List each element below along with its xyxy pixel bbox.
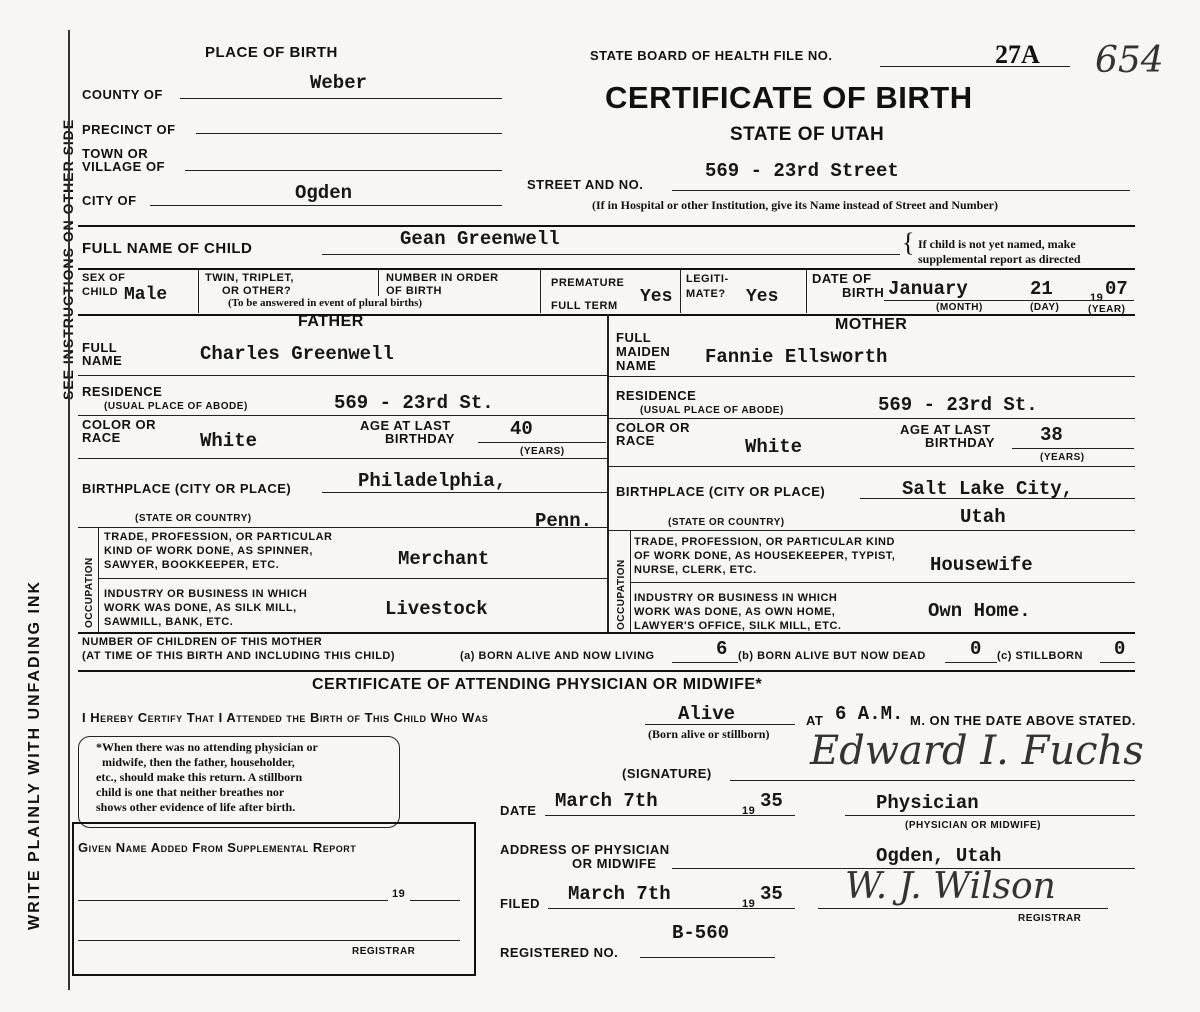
divider-sex [198, 268, 199, 313]
address-value: Ogden, Utah [876, 845, 1002, 867]
full-term-value: Yes [640, 287, 673, 307]
father-race-line [78, 458, 607, 459]
attending-date-label: DATE [500, 803, 537, 818]
attending-date-text: M. ON THE DATE ABOVE STATED. [910, 713, 1136, 728]
children-stillborn-value: 0 [1114, 638, 1126, 660]
full-term-label: FULL TERM [551, 300, 618, 312]
file-no-value: 27A [995, 40, 1040, 69]
city-value: Ogden [295, 182, 353, 204]
attending-role-caption: (PHYSICIAN OR MIDWIFE) [905, 820, 1041, 831]
mother-birthplace-line [860, 498, 1135, 499]
father-age-line [478, 442, 606, 443]
attending-note-2: midwife, then the father, householder, [102, 755, 295, 769]
mother-industry-label-3: LAWYER'S OFFICE, SILK MILL, ETC. [634, 620, 842, 632]
father-heading: FATHER [298, 313, 364, 330]
father-industry-label-3: SAWMILL, BANK, ETC. [104, 616, 234, 628]
father-trade-label-2: KIND OF WORK DONE, AS SPINNER, [104, 545, 313, 557]
unnamed-note-2: supplemental report as directed [918, 252, 1081, 266]
father-trade-line [98, 578, 607, 579]
father-birthplace-label: BIRTHPLACE (CITY OR PLACE) [82, 481, 292, 496]
mother-residence-label: RESIDENCE [616, 388, 697, 403]
margin-write-plainly-text: WRITE PLAINLY WITH UNFADING INK [26, 580, 43, 930]
attending-date-line [545, 815, 795, 816]
supplemental-registrar-line [78, 940, 460, 941]
mother-residence-caption: (USUAL PLACE OF ABODE) [640, 405, 784, 416]
city-label: CITY OF [82, 193, 137, 208]
mother-residence-line [607, 418, 1135, 419]
supplemental-name-line [78, 900, 388, 901]
precinct-line [196, 133, 502, 134]
mother-state-caption: (STATE OR COUNTRY) [668, 517, 785, 528]
father-birthplace-city: Philadelphia, [358, 470, 507, 492]
order-label-2: OF BIRTH [386, 285, 442, 297]
attending-date-year: 35 [760, 790, 783, 812]
mother-occupation-vertical: OCCUPATION [616, 559, 627, 630]
mother-birthplace-state: Utah [960, 506, 1006, 528]
father-residence-value: 569 - 23rd St. [334, 392, 494, 414]
mother-industry-value: Own Home. [928, 600, 1031, 622]
children-dead-line [945, 662, 997, 663]
mother-industry-label-1: INDUSTRY OR BUSINESS IN WHICH [634, 592, 838, 604]
supplemental-year-prefix: 19 [392, 888, 406, 900]
street-line [672, 190, 1130, 191]
father-trade-label-3: SAWYER, BOOKKEEPER, ETC. [104, 559, 280, 571]
child-name-value: Gean Greenwell [400, 228, 560, 250]
mother-name-label-1: FULL [616, 330, 652, 345]
county-label: COUNTY OF [82, 87, 163, 102]
margin-instructions-text: SEE INSTRUCTIONS ON OTHER SIDE [60, 118, 76, 400]
father-name-label-1: FULL [82, 340, 118, 355]
dob-label-2: BIRTH [842, 285, 885, 300]
attending-date-century: 19 [742, 805, 756, 817]
mother-occupation-divider [630, 530, 631, 632]
legitimate-label-2: MATE? [686, 288, 726, 300]
father-name-line [78, 375, 607, 376]
father-residence-line [78, 415, 607, 416]
children-alive-value: 6 [716, 638, 728, 660]
father-industry-value: Livestock [385, 598, 488, 620]
attending-note-5: shows other evidence of life after birth. [96, 800, 296, 814]
registered-no-value: B-560 [672, 922, 730, 944]
attending-certify-text: I Hereby Certify That I Attended the Birth of This Child Who Was [82, 710, 489, 725]
physician-signature: Edward I. Fuchs [810, 728, 1144, 774]
unnamed-note-1: If child is not yet named, make [918, 237, 1076, 251]
twin-label-1: TWIN, TRIPLET, [205, 272, 294, 284]
dob-label-1: DATE OF [812, 271, 872, 286]
filed-line [548, 908, 795, 909]
dob-day-caption: (DAY) [1030, 302, 1060, 313]
father-race-label-1: COLOR OR [82, 417, 157, 432]
divider-legit [806, 268, 807, 313]
registrar-signature: W. J. Wilson [845, 866, 1056, 907]
place-of-birth-heading: PLACE OF BIRTH [205, 44, 338, 61]
dob-year: 07 [1105, 278, 1128, 300]
street-note: (If in Hospital or other Institution, give its Name instead of Street and Number) [592, 198, 998, 212]
divider-order [540, 268, 541, 313]
children-stillborn-label: (c) STILLBORN [997, 650, 1083, 662]
father-state-line [78, 527, 607, 528]
mother-age-value: 38 [1040, 424, 1063, 446]
dob-day: 21 [1030, 278, 1053, 300]
father-birthplace-state: Penn. [535, 510, 593, 532]
signature-line [730, 780, 1135, 781]
dob-century: 19 [1090, 292, 1104, 304]
attending-time-value: 6 A.M. [835, 703, 904, 725]
street-value: 569 - 23rd Street [705, 160, 899, 182]
father-industry-label-1: INDUSTRY OR BUSINESS IN WHICH [104, 588, 308, 600]
mother-trade-value: Housewife [930, 554, 1033, 576]
children-dead-label: (b) BORN ALIVE BUT NOW DEAD [738, 650, 926, 662]
divider-children-bottom [78, 670, 1135, 672]
father-name-label-2: NAME [82, 353, 123, 368]
state-title: STATE OF UTAH [730, 124, 885, 145]
divider-children-top [78, 632, 1135, 634]
registrar-line [818, 908, 1108, 909]
town-label-2: VILLAGE OF [82, 159, 165, 174]
town-line [185, 170, 502, 171]
divider-child-row-top [78, 268, 1135, 270]
file-no-line [880, 66, 1070, 67]
filed-date-value: March 7th [568, 883, 671, 905]
attending-date-value: March 7th [555, 790, 658, 812]
registered-no-label: REGISTERED NO. [500, 945, 619, 960]
town-label-1: TOWN OR [82, 146, 149, 161]
child-name-line [322, 254, 900, 255]
dob-line [884, 300, 1134, 301]
attending-note-4: child is one that neither breathes nor [96, 785, 285, 799]
mother-birthplace-label: BIRTHPLACE (CITY OR PLACE) [616, 484, 826, 499]
attending-status-value: Alive [678, 703, 736, 725]
premature-label: PREMATURE [551, 277, 625, 289]
attending-status-caption: (Born alive or stillborn) [648, 727, 770, 741]
mother-residence-value: 569 - 23rd St. [878, 394, 1038, 416]
sex-label-1: SEX OF [82, 272, 126, 284]
mother-name-line [607, 376, 1135, 377]
father-years-caption: (YEARS) [520, 446, 565, 457]
address-label-2: OR MIDWIFE [572, 856, 657, 871]
mother-birthplace-city: Salt Lake City, [902, 478, 1074, 500]
father-residence-caption: (USUAL PLACE OF ABODE) [104, 401, 248, 412]
sex-value: Male [124, 285, 168, 305]
dob-month-caption: (MONTH) [936, 302, 983, 313]
father-race-label-2: RACE [82, 430, 121, 445]
mother-age-label-1: AGE AT LAST [900, 422, 991, 437]
twin-note: (To be answered in event of plural births) [228, 297, 423, 309]
divider-term [680, 268, 681, 313]
note-brace: { [902, 228, 915, 257]
registered-no-line [640, 957, 775, 958]
father-trade-label-1: TRADE, PROFESSION, OR PARTICULAR [104, 531, 333, 543]
legitimate-label-1: LEGITI- [686, 273, 729, 285]
attending-role-value: Physician [876, 792, 979, 814]
precinct-label: PRECINCT OF [82, 122, 176, 137]
signature-label: (SIGNATURE) [622, 766, 712, 781]
father-age-label-1: AGE AT LAST [360, 418, 451, 433]
supplemental-registrar-caption: REGISTRAR [352, 946, 416, 957]
father-occupation-vertical: OCCUPATION [84, 557, 95, 628]
supplemental-heading: Given Name Added From Supplemental Report [78, 840, 357, 855]
father-trade-value: Merchant [398, 548, 490, 570]
father-age-label-2: BIRTHDAY [385, 431, 455, 446]
mother-race-value: White [745, 436, 803, 458]
mother-race-label-1: COLOR OR [616, 420, 691, 435]
mother-trade-label-3: NURSE, CLERK, ETC. [634, 564, 757, 576]
order-label-1: NUMBER IN ORDER [386, 272, 499, 284]
father-occupation-divider [98, 527, 99, 632]
mother-industry-label-2: WORK WAS DONE, AS OWN HOME, [634, 606, 836, 618]
dob-year-caption: (YEAR) [1088, 304, 1126, 315]
children-stillborn-line [1100, 662, 1135, 663]
father-age-value: 40 [510, 418, 533, 440]
attending-note-1: *When there was no attending physician or [96, 740, 318, 754]
county-line [180, 98, 502, 99]
mother-years-caption: (YEARS) [1040, 452, 1085, 463]
father-race-value: White [200, 430, 258, 452]
father-residence-label: RESIDENCE [82, 384, 163, 399]
father-name-value: Charles Greenwell [200, 343, 394, 365]
mother-name-label-2: MAIDEN [616, 344, 671, 359]
mother-trade-label-2: OF WORK DONE, AS HOUSEKEEPER, TYPIST, [634, 550, 896, 562]
father-birthplace-line [322, 492, 607, 493]
mother-age-line [1012, 448, 1134, 449]
address-label-1: ADDRESS OF PHYSICIAN [500, 842, 670, 857]
father-state-caption: (STATE OR COUNTRY) [135, 513, 252, 524]
attending-heading: CERTIFICATE OF ATTENDING PHYSICIAN OR MIDWIFE* [312, 676, 763, 693]
registrar-caption: REGISTRAR [1018, 913, 1082, 924]
mother-age-label-2: BIRTHDAY [925, 435, 995, 450]
child-name-label: FULL NAME OF CHILD [82, 240, 253, 257]
father-industry-label-2: WORK WAS DONE, AS SILK MILL, [104, 602, 297, 614]
parents-center-divider [607, 314, 609, 632]
certificate-title: CERTIFICATE OF BIRTH [605, 80, 973, 115]
attending-at-label: AT [806, 713, 824, 728]
children-dead-value: 0 [970, 638, 982, 660]
margin-border [68, 30, 70, 990]
attending-note-3: etc., should make this return. A stillborn [96, 770, 303, 784]
mother-name-label-3: NAME [616, 358, 657, 373]
city-line [150, 205, 502, 206]
street-label: STREET AND NO. [527, 177, 644, 192]
attending-role-line [845, 815, 1135, 816]
legitimate-value: Yes [746, 287, 779, 307]
sex-label-2: CHILD [82, 286, 119, 298]
filed-label: FILED [500, 896, 541, 911]
mother-trade-label-1: TRADE, PROFESSION, OR PARTICULAR KIND [634, 536, 895, 548]
children-label-2: (AT TIME OF THIS BIRTH AND INCLUDING THIS CHILD) [82, 650, 396, 662]
mother-trade-line [630, 582, 1135, 583]
mother-state-line [607, 530, 1135, 531]
filed-year-value: 35 [760, 883, 783, 905]
children-alive-label: (a) BORN ALIVE AND NOW LIVING [460, 650, 655, 662]
children-label-1: NUMBER OF CHILDREN OF THIS MOTHER [82, 636, 323, 648]
divider-twin [378, 268, 379, 296]
mother-race-label-2: RACE [616, 433, 655, 448]
file-no-handwritten: 654 [1095, 40, 1164, 81]
divider-top [78, 225, 1135, 227]
children-alive-line [672, 662, 738, 663]
mother-heading: MOTHER [835, 316, 908, 333]
file-no-label: STATE BOARD OF HEALTH FILE NO. [590, 48, 833, 63]
twin-label-2: OR OTHER? [222, 285, 292, 297]
mother-race-line [607, 466, 1135, 467]
mother-name-value: Fannie Ellsworth [705, 346, 888, 368]
filed-century: 19 [742, 898, 756, 910]
county-value: Weber [310, 72, 368, 94]
supplemental-year-line [410, 900, 460, 901]
dob-month: January [888, 278, 968, 300]
